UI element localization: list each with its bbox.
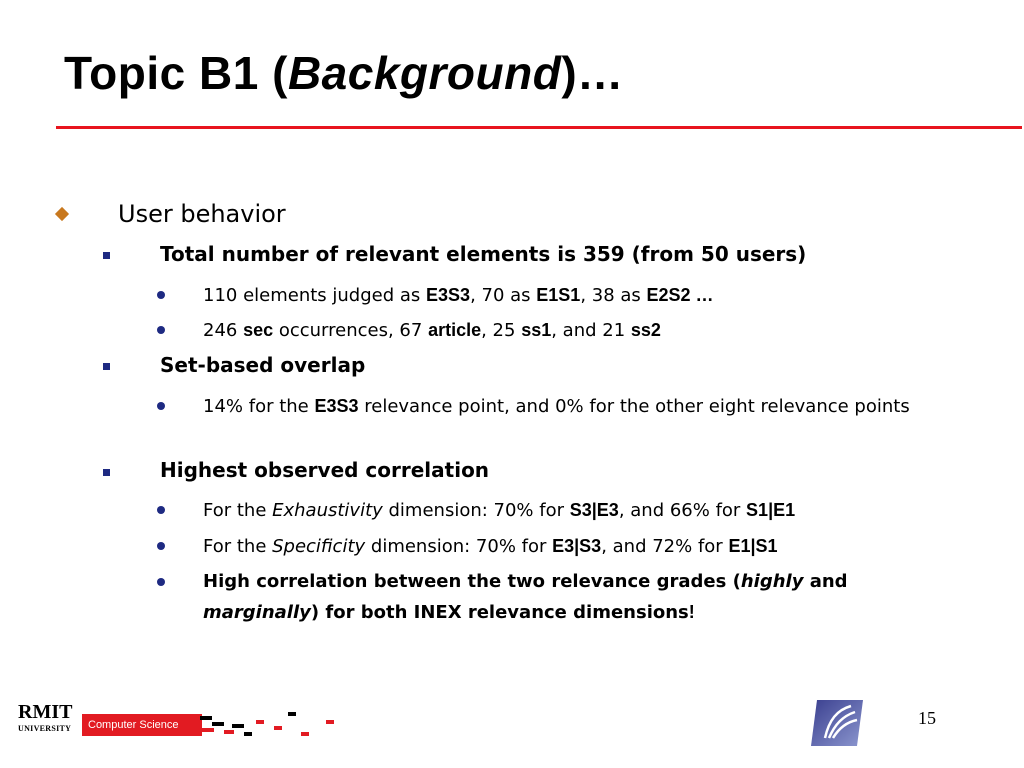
text: , and 21 — [551, 320, 631, 341]
text: dimension: 70% for — [382, 500, 570, 521]
page-number: 15 — [918, 708, 936, 728]
rmit-logo-subtext: UNIVERSITY — [18, 724, 72, 733]
emphasis: highly — [740, 571, 804, 592]
text: 110 elements judged as — [203, 285, 427, 306]
text: dimension: 70% for — [365, 536, 553, 557]
title-italic: Background — [287, 47, 562, 99]
department-label: Computer Science — [82, 714, 202, 736]
section1-bullet1 — [203, 280, 714, 311]
dot-bullet-icon — [157, 542, 165, 550]
dot-bullet-icon — [157, 506, 165, 514]
section3-bullet3 — [203, 567, 923, 628]
text: 14% for the — [203, 396, 315, 417]
title-divider — [56, 126, 1022, 129]
section3-heading: Highest observed correlation — [160, 458, 490, 482]
code-label: S1|E1 — [746, 500, 796, 520]
text: , 70 as — [470, 285, 537, 306]
text: ! — [688, 602, 695, 622]
code-label: ss1 — [521, 320, 552, 340]
title-main: Topic B1 ( — [64, 47, 288, 99]
text: , 25 — [481, 320, 522, 341]
text: relevance point, and 0% for the other eight relevance points — [358, 396, 910, 417]
rmit-logo-text: RMIT — [18, 701, 73, 723]
code-label: E3S3 — [314, 396, 359, 416]
code-label: E2S2 … — [646, 285, 714, 305]
section1-bullet2 — [203, 315, 661, 346]
section3-bullet1 — [203, 495, 795, 526]
emphasis: Specificity — [272, 536, 366, 557]
dot-bullet-icon — [157, 578, 165, 586]
code-label: E3S3 — [426, 285, 471, 305]
code-label: article — [428, 320, 482, 340]
diamond-bullet-icon — [55, 207, 69, 221]
text: 246 — [203, 320, 244, 341]
section3-bullet2 — [203, 531, 778, 562]
square-bullet-icon — [103, 469, 110, 476]
dot-bullet-icon — [157, 291, 165, 299]
dot-bullet-icon — [157, 326, 165, 334]
text: , and 72% for — [601, 536, 729, 557]
emphasis: Exhaustivity — [272, 500, 383, 521]
university-emblem-icon — [811, 700, 863, 746]
text: ) for both INEX relevance dimensions — [310, 602, 689, 623]
text: occurrences, 67 — [273, 320, 429, 341]
code-label: E1|S1 — [728, 536, 778, 556]
emphasis: marginally — [203, 602, 311, 623]
code-label: sec — [243, 320, 274, 340]
title-tail: )… — [561, 47, 624, 99]
square-bullet-icon — [103, 252, 110, 259]
text: For the — [203, 500, 273, 521]
code-label: ss2 — [630, 320, 661, 340]
section2-heading: Set-based overlap — [160, 353, 366, 377]
text: and — [803, 571, 848, 592]
square-bullet-icon — [103, 363, 110, 370]
text: High correlation between the two relevance grades ( — [203, 571, 741, 592]
code-label: E3|S3 — [552, 536, 602, 556]
slide-title — [64, 46, 624, 100]
code-label: S3|E3 — [569, 500, 619, 520]
section2-bullet1 — [203, 391, 983, 422]
text: , 38 as — [580, 285, 647, 306]
text: , and 66% for — [618, 500, 747, 521]
section1-heading: Total number of relevant elements is 359 (from 50 users) — [160, 242, 807, 266]
bullet-user-behavior: User behavior — [118, 200, 286, 228]
code-label: E1S1 — [536, 285, 581, 305]
text: For the — [203, 536, 273, 557]
dot-bullet-icon — [157, 402, 165, 410]
